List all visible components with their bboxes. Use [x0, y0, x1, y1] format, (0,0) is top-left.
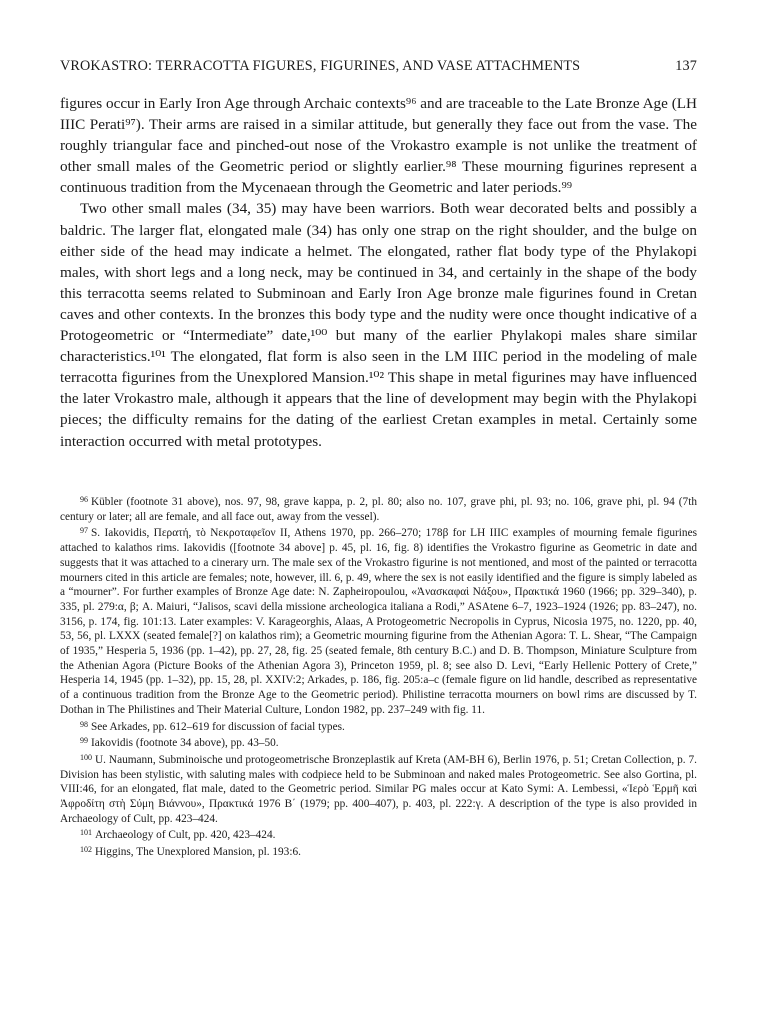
- footnote-number: 101: [80, 828, 92, 838]
- footnote-number: 96: [80, 495, 88, 504]
- footnote: [60, 751, 697, 827]
- running-header: [60, 58, 697, 75]
- footnote-number: 100: [80, 752, 92, 762]
- footnotes: [60, 493, 697, 860]
- paragraph: Two other small males (34, 35) may have been warriors. Both wear decorated belts and possibly a baldric. The larger flat, elongated male (34) has only one strap on the right shoulder, and the bulge on either side of the head may indicate a helmet. The elongated, rather flat body type of the Phylakopi males, with short legs and a long neck, may be continued in 34, and certainly in the shape of the body this terracotta seems related to Subminoan and Early Iron Age bronze male figurines found in Cretan caves and other contexts. In the bronzes this body type and the nudity were once thought indicative of a Protogeometric or “Intermediate” date,¹⁰⁰ but many of the earlier Phylakopi males share similar characteristics.¹⁰¹ The elongated, flat form is also seen in the LM IIIC period in the modeling of male terracotta figurines from the Unexplored Mansion.¹⁰² This shape in metal figurines may have influenced the later Vrokastro male, although it appears that the line of development may begin with the Phylakopi pieces; the difficulty remains for the dating of the earliest Cretan examples in metal. Certainly some interaction occurred with metal prototypes.: [60, 200, 697, 450]
- footnote-text: Iakovidis (footnote 34 above), pp. 43–50.: [91, 737, 279, 750]
- footnote-number: 98: [80, 719, 88, 729]
- footnote-text: Kübler (footnote 31 above), nos. 97, 98, grave kappa, p. 2, pl. 80; also no. 107, grave phi, pl. 93; no. 106, grave phi, pl. 94 (7th century or later; all are female, and all face out, away from the vessel).: [60, 496, 697, 523]
- footnote-number: 97: [80, 526, 88, 536]
- footnote-text: See Arkades, pp. 612–619 for discussion of facial types.: [91, 720, 345, 733]
- footnote: [60, 734, 697, 751]
- body-text: [60, 93, 697, 452]
- footnote-text: Archaeology of Cult, pp. 420, 423–424.: [95, 829, 276, 842]
- footnote: [60, 826, 697, 843]
- footnote: [60, 843, 697, 860]
- paragraph: figures occur in Early Iron Age through Archaic contexts⁹⁶ and are traceable to the Late Bronze Age (LH IIIC Perati⁹⁷). Their arms are raised in a similar attitude, but generally they face out from the vase. The roughly triangular face and pinched-out nose of the Vrokastro example is not unlike the treatment of other small males of the Geometric period or slightly earlier.⁹⁸ These mourning figurines represent a continuous tradition from the Mycenaean through the Geometric and later periods.⁹⁹: [60, 95, 697, 197]
- page-number: 137: [675, 58, 697, 74]
- footnote: [60, 493, 697, 524]
- running-title: VROKASTRO: TERRACOTTA FIGURES, FIGURINES, AND VASE ATTACHMENTS: [60, 58, 581, 74]
- footnote: [60, 718, 697, 735]
- footnote-text: Higgins, The Unexplored Mansion, pl. 193:6.: [95, 846, 301, 859]
- footnote-number: 99: [80, 736, 88, 746]
- footnote-number: 102: [80, 845, 92, 855]
- footnote-text: U. Naumann, Subminoische und protogeometrische Bronzeplastik auf Kreta (AM-BH 6), Berlin 1976, p. 51; Cretan Collection, p. 7. Division has been stylistic, with saluting males with codpiece held to be Subminoan and naked males Protogeometric. See also Gortina, pl. VIII:46, for an elongated, flat male, dated to the Geometric period. Similar PG males occur at Kato Symi: A. Lembessi, «Ἱερὸ Ἑρμῆ καὶ Ἀφροδίτη στὴ Σύμη Βιάννου», Πρακτικά 1976 Β΄ (1979; pp. 400–407), p. 403, pl. 222:γ. A description of the type is also provided in Archaeology of Cult, pp. 423–424.: [60, 753, 697, 825]
- footnote-text: S. Iakovidis, Περατή, τὸ Νεκροταφεῖον II, Athens 1970, pp. 266–270; 178β for LH IIIC examples of mourning female figurines attached to kalathos rims. Iakovidis ([footnote 34 above] p. 45, pl. 16, fig. 8) identifies the Vrokastro figurine as Geometric in date and suggests that it was attached to a cinerary urn. The male sex of the Vrokastro figurine is not mentioned, and most of the painted or terracotta mourners cited in this article are females; note, however, ill. 6, p. 49, where the sex is not easily identified and the figure is simply labeled as a “mourner”. For further examples of Bronze Age date: N. Zapheiropoulou, «Ἀνασκαφαὶ Νάξου», Πρακτικά 1960 (1966; pp. 329–340), p. 335, pl. 279:α, β; A. Maiuri, “Jalisos, scavi della missione archeologica italiana a Rodi,” ASAtene 6–7, 1923–1924 (1926; pp. 83–247), no. 3156, p. 174, fig. 101:13. Later examples: V. Karageorghis, Alaas, A Protogeometric Necropolis in Cyprus, Nicosia 1975, no. 1220, pp. 40, 53, 56, pl. LXXX (seated female[?] on kalathos rim); a Geometric mourning figurine from the Athenian Agora: T. L. Shear, “The Campaign of 1935,” Hesperia 5, 1936 (pp. 1–42), pp. 27, 28, fig. 25 (seated female, 8th century B.C.) and D. B. Thompson, Miniature Sculpture from the Athenian Agora (Picture Books of the Athenian Agora 3), Princeton 1959, pl. 8; see also D. Levi, “Early Hellenic Pottery of Crete,” Hesperia 14, 1945 (pp. 1–32), pp. 15, 28, pl. XXIV:2; Arkades, p. 186, fig. 205:a–c (female figure on lid handle, described as representative of a continuous tradition from the Bronze Age to the Geometric period). Philistine terracotta mourners on bowl rims are discussed by T. Dothan in The Philistines and Their Material Culture, London 1982, pp. 237–249 with fig. 11.: [60, 527, 697, 716]
- footnote: [60, 524, 697, 717]
